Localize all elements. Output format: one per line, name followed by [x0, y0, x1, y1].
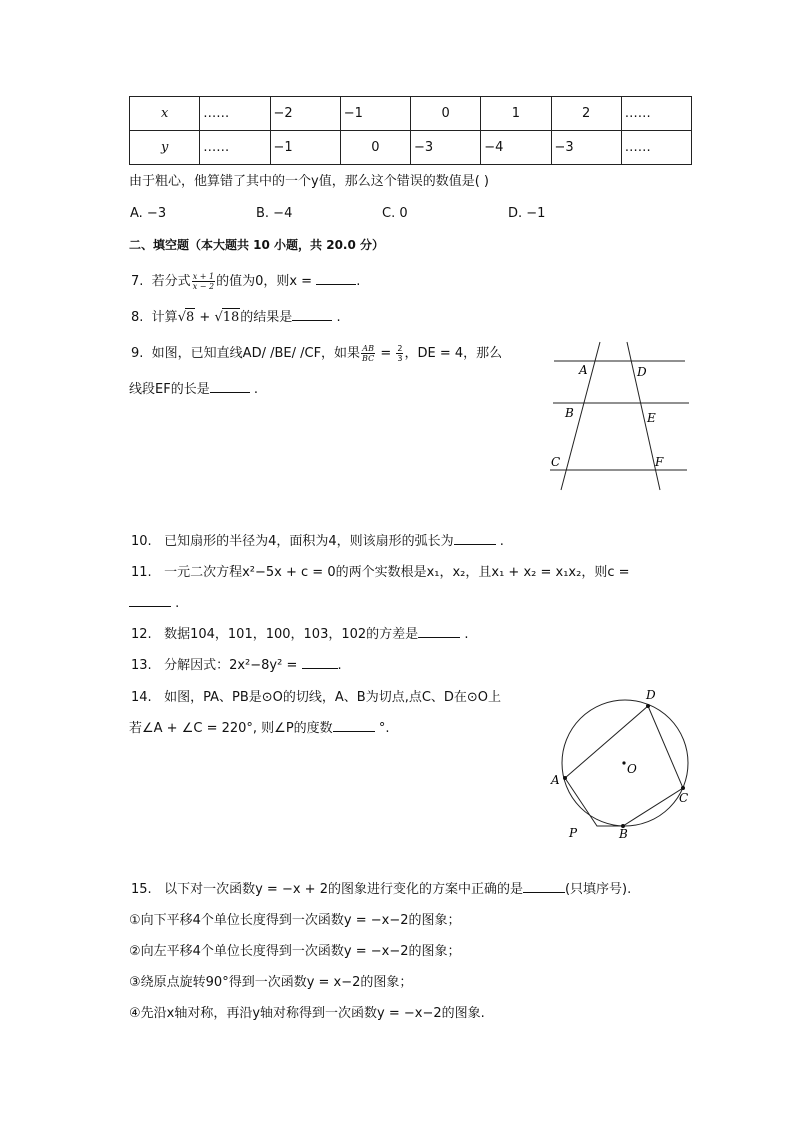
- table-cell: ……: [200, 97, 270, 131]
- question-7: 7. 若分式 $\frac{x + 1}{x - 2}$ 的值为0，则x = .: [131, 272, 361, 291]
- q6-option-b: B. −4: [256, 206, 293, 221]
- question-9-line2: 线段EF的长是 .: [129, 382, 258, 397]
- table-cell: 0: [411, 97, 481, 131]
- question-8: 8. 计算√8 + √18的结果是 .: [131, 310, 341, 325]
- point-label-a: A: [551, 773, 560, 787]
- question-number: 11.: [131, 565, 152, 580]
- q15-item-4: ④先沿x轴对称，再沿y轴对称得到一次函数y = −x−2的图象.: [129, 1006, 485, 1021]
- q6-option-c: C. 0: [382, 206, 408, 221]
- question-13: 13. 分解因式：2x²−8y² = .: [131, 658, 342, 673]
- question-text: 已知扇形的半径为4，面积为4，则该扇形的弧长为: [164, 534, 454, 549]
- question-14: [131, 689, 501, 707]
- question-text: ，DE = 4，那么: [404, 346, 503, 361]
- table-cell: 2: [551, 97, 621, 131]
- point-a: [563, 776, 567, 780]
- q6-stem: 由于粗心，他算错了其中的一个y值，那么这个错误的数值是( ): [129, 174, 489, 189]
- table-cell: ……: [200, 131, 270, 165]
- table-row-x: [130, 97, 692, 131]
- point-label-b: B: [619, 827, 628, 841]
- question-11: [131, 564, 630, 582]
- question-11-line2: .: [129, 595, 179, 613]
- polygon-adcbp: [565, 706, 683, 826]
- question-text: 线段EF的长是: [129, 382, 210, 397]
- answer-blank[interactable]: [210, 392, 250, 393]
- question-12: 12. 数据104，101，100，103，102的方差是 .: [131, 627, 469, 642]
- question-text: 分解因式：2x²−8y² =: [164, 658, 302, 673]
- table-cell: ……: [621, 131, 691, 165]
- point-label-a: A: [579, 363, 588, 377]
- answer-blank[interactable]: [302, 668, 338, 669]
- fraction: $\frac{x + 1}{x - 2}$: [192, 272, 215, 291]
- table-cell: 0: [340, 131, 410, 165]
- question-number: 7.: [131, 274, 144, 289]
- question-text: 若分式: [151, 274, 191, 289]
- q15-item-2: ②向左平移4个单位长度得到一次函数y = −x−2的图象；: [129, 944, 461, 959]
- question-text: 的结果是: [240, 310, 293, 325]
- answer-blank[interactable]: [316, 284, 356, 285]
- table-row-y: [130, 131, 692, 165]
- question-text: 若∠A + ∠C = 220°, 则∠P的度数: [129, 721, 333, 736]
- q6-option-a: A. −3: [130, 206, 167, 221]
- question-text: 的值为0，则x =: [216, 274, 317, 289]
- figure-circle-tangents: [545, 684, 705, 844]
- answer-blank[interactable]: [418, 637, 460, 638]
- sqrt-radicand: 8: [185, 310, 195, 325]
- table-cell: x: [130, 97, 200, 131]
- table-cell: ……: [621, 97, 691, 131]
- question-number: 14.: [131, 690, 152, 705]
- figure-parallel-lines: [545, 340, 695, 492]
- point-d: [646, 704, 650, 708]
- question-number: 15.: [131, 882, 152, 897]
- point-label-d: D: [646, 688, 656, 702]
- value-table: [129, 96, 692, 165]
- point-label-c: C: [551, 455, 561, 469]
- question-number: 12.: [131, 627, 152, 642]
- q6-option-d: D. −1: [508, 206, 546, 221]
- fraction: $\frac{AB}{BC}$: [362, 344, 375, 363]
- sqrt-radicand: 18: [222, 310, 240, 325]
- point-label-o: O: [627, 762, 637, 776]
- table-cell: −4: [481, 131, 551, 165]
- answer-blank[interactable]: [454, 544, 496, 545]
- point-label-p: P: [569, 826, 578, 840]
- table-cell: −3: [551, 131, 621, 165]
- table-cell: −3: [411, 131, 481, 165]
- question-text: 一元二次方程x²−5x + c = 0的两个实数根是x₁，x₂，且x₁ + x₂ = x₁x₂，则c =: [164, 565, 630, 580]
- answer-blank[interactable]: [333, 731, 375, 732]
- q15-item-3: ③绕原点旋转90°得到一次函数y = x−2的图象；: [129, 975, 413, 990]
- question-text: 如图，已知直线AD/ /BE/ /CF，如果: [151, 346, 361, 361]
- point-label-c: C: [679, 791, 689, 805]
- table-cell: −1: [340, 97, 410, 131]
- fraction: $\frac{2}{3}$: [397, 344, 403, 363]
- answer-blank[interactable]: [292, 320, 332, 321]
- question-9: 9. 如图，已知直线AD/ /BE/ /CF，如果 $\frac{AB}{BC}$ = $\frac{2}{3}$ ，DE = 4，那么: [131, 344, 503, 363]
- question-text: 如图，PA、PB是⊙O的切线，A、B为切点,点C、D在⊙O上: [164, 690, 502, 705]
- point-label-f: F: [655, 455, 664, 469]
- question-number: 13.: [131, 658, 152, 673]
- q15-item-1: ①向下平移4个单位长度得到一次函数y = −x−2的图象；: [129, 913, 461, 928]
- question-text: 以下对一次函数y = −x + 2的图象进行变化的方案中正确的是: [164, 882, 523, 897]
- question-14-line2: 若∠A + ∠C = 220°, 则∠P的度数 °.: [129, 721, 390, 736]
- answer-blank[interactable]: [129, 606, 171, 607]
- section-title: 二、填空题（本大题共 10 小题，共 20.0 分）: [129, 238, 385, 252]
- point-label-b: B: [565, 406, 574, 420]
- point-o: [622, 761, 625, 764]
- table-cell: −1: [270, 131, 340, 165]
- question-10: 10. 已知扇形的半径为4，面积为4，则该扇形的弧长为 .: [131, 534, 504, 549]
- question-text: 数据104，101，100，103，102的方差是: [164, 627, 419, 642]
- question-number: 10.: [131, 534, 152, 549]
- question-15: 15. 以下对一次函数y = −x + 2的图象进行变化的方案中正确的是 (只填序号).: [131, 882, 632, 897]
- point-label-d: D: [637, 365, 647, 379]
- question-number: 9.: [131, 346, 144, 361]
- table-cell: y: [130, 131, 200, 165]
- point-label-e: E: [647, 411, 656, 425]
- question-number: 8.: [131, 310, 144, 325]
- table-cell: −2: [270, 97, 340, 131]
- table-cell: 1: [481, 97, 551, 131]
- answer-blank[interactable]: [523, 892, 565, 893]
- point-c: [681, 786, 685, 790]
- question-text: 计算: [151, 310, 178, 325]
